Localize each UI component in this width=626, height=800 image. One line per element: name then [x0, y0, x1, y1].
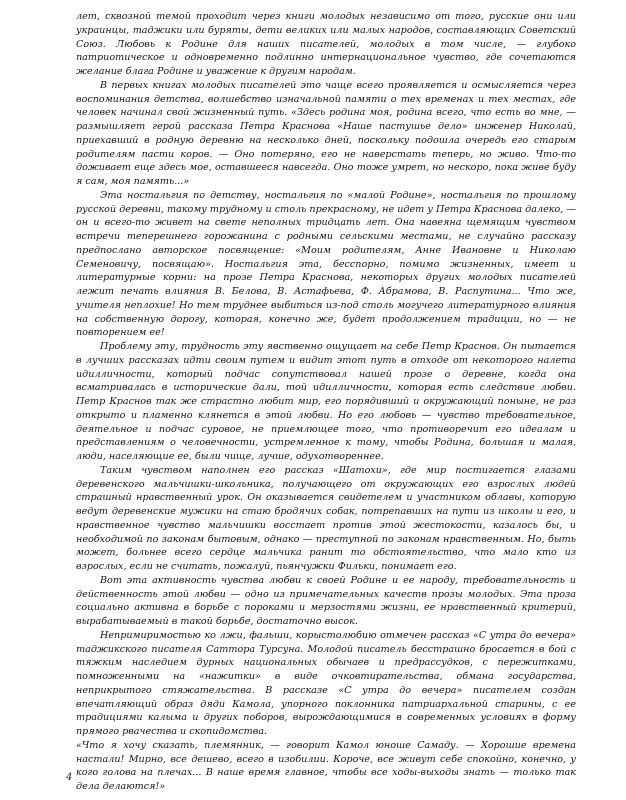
paragraph-1: лет, сквозной темой проходит через книги молодых независимо от того, русские они или украинцы, таджики или буряты, дети великих или малых народов, составляющих Советский Союз. Любовь к Родине для наших писателей, молодых в том числе, — глубоко патриотическое и одновременно подлинно интернациональное чувство, где сочетаются желание блага Родине и уважение к другим народам.: [76, 11, 576, 77]
page-number: 4: [66, 772, 73, 783]
paragraph-5: Таким чувством наполнен его рассказ «Шатохи», где мир постигается глазами деревенского мальчишки-школьника, получающего от окружающих его взрослых людей страшный нравственный урок. Он оказывается свидетелем и участником облавы, которую ведут деревенские мужики на стаю бродячих собак, потрепавших на пути из школы и его, и нравственное чувство мальчишки восстает против этой жестокости, казалось бы, и необходимой по законам бытовым, однако — преступной по законам нравственным. Но, быть может, больнее всего сердце мальчика ранит то обстоятельство, что мало кто из взрослых, если не считать, пожалуй, пьянчужки Фильки, понимает его.: [76, 464, 576, 572]
paragraph-8: «Что я хочу сказать, племянник, — говорит Камол юноше Самаду. — Хорошие времена настали! Мирно, все дешево, всего в изобилии. Короче, все живут себе спокойно, конечно, у кого голова на плечах... В наше время главное, чтобы все ходы-выходы знать — только так дела делаются!»: [76, 739, 576, 792]
paragraph-7: Непримиримостью ко лжи, фальши, корыстолюбию отмечен рассказ «С утра до вечера» таджикского писателя Саттора Турсуна. Молодой писатель бесстрашно бросается в бой с тяжким наследием дурных национальных обычаев и предрассудков, с пережитками, помноженными на «нажитки» в виде очковтирательства, обмана государства, неприкрытого стяжательства. В рассказе «С утра до вечера» писателем создан впечатляющий образ дяди Камола, упорного поклонника патриархальной старины, с ее традициями калыма и других поборов, вырождающимися в современных условиях в форму прямого рвачества и скопидомства.: [76, 629, 576, 737]
paragraph-2: В первых книгах молодых писателей это чаще всего проявляется и осмысляется через воспоминания детства, волшебство изначальной памяти о тех временах и тех местах, где человек начинал свой жизненный путь. «Здесь родина моя, родина всего, что есть во мне, — размышляет герой рассказа Петра Краснова «Наше пастушье дело» инженер Николай, приехавший в родную деревню на несколько дней, поскольку подошла очередь его старым родителям пасти коров. — Оно потеряно, его не наверстать теперь, но живо. Что-то доживает еще здесь мое, оставшееся навсегда. Оно тоже умрет, но нескоро, пока живе буду я сам, моя память...»: [76, 79, 576, 187]
paragraph-3: Эта ностальгия по детству, ностальгия по «малой Родине», ностальгия по прошлому русской деревни, такому трудному и столь прекрасному, не идет у Петра Краснова далеко, — он и всего-то живет на свете неполных тридцать лет. Она навеяна щемящим чувством встречи теперешнего горожанина с родными сельскими местами, не случайно рассказу предпослано авторское посвящение: «Моим родителям, Анне Ивановне и Николаю Семеновичу, посвящаю». Ностальгия эта, бесспорно, помимо жизненных, имеет и литературные корни: на прозе Петра Краснова, некоторых других молодых писателей лежит печать влияния В. Белова, В. Астафьева, Ф. Абрамова, В. Распутина... Что же, учителя неплохие! Но тем труднее выбиться из-под столь могучего литературного влияния на собственную дорогу, которая, конечно же, будет продолжением традиции, но — не повторением ее!: [76, 189, 576, 339]
paragraph-6: Вот эта активность чувства любви к своей Родине и ее народу, требовательность и действенность этой любви — одно из примечательных качеств прозы молодых. Эта проза социально активна в борьбе с пороками и мерзостями жизни, ее нравственный критерий, вырабатываемый в такой борьбе, достаточно высок.: [76, 574, 576, 627]
paragraph-4: Проблему эту, трудность эту явственно ощущает на себе Петр Краснов. Он пытается в лучших рассказах идти своим путем и видит этот путь в отходе от некоторого налета идилличности, который подчас сопутствовал нашей прозе о деревне, когда она всматривалась в исторические дали, той идилличности, которая есть следствие любви. Петр Краснов так же страстно любит мир, его порядивший и окружающий поныне, не раз открыто и пламенно клянется в этой любви. Но его любовь — чувство требовательное, деятельное и подчас суровое, не приемлющее того, что противоречит его идеалам и представлениям о человечности, устремленное к тому, чтобы Родина, большая и малая, люди, населяющие ее, были чище, лучше, одухотвореннее.: [76, 341, 576, 462]
